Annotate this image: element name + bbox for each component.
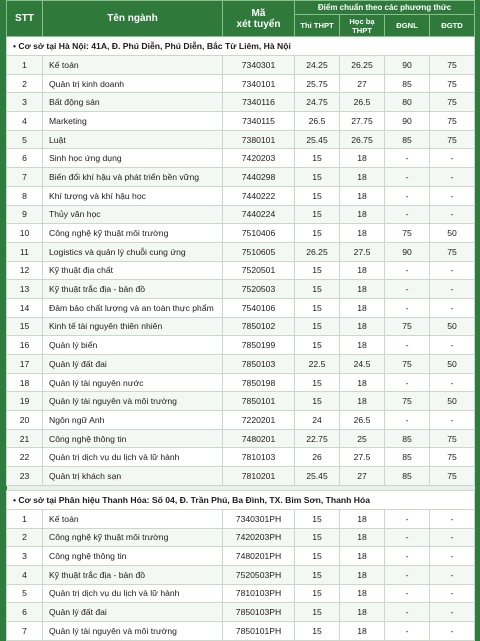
cell-stt: 3: [7, 547, 43, 566]
cell-s2: 25: [340, 429, 385, 448]
cell-s4: -: [430, 603, 475, 622]
cell-s4: 50: [430, 224, 475, 243]
cell-s4: -: [430, 280, 475, 299]
cell-code: 7850102: [223, 317, 295, 336]
cell-s3: 90: [385, 242, 430, 261]
cell-s4: -: [430, 261, 475, 280]
cell-s3: 90: [385, 112, 430, 131]
cell-s3: -: [385, 205, 430, 224]
cell-name: Công nghệ thông tin: [43, 429, 223, 448]
cell-s4: 75: [430, 130, 475, 149]
cell-s2: 26.75: [340, 130, 385, 149]
cell-s1: 15: [295, 149, 340, 168]
cell-stt: 16: [7, 336, 43, 355]
cell-s4: -: [430, 411, 475, 430]
cell-stt: 19: [7, 392, 43, 411]
cell-code: 7850198: [223, 373, 295, 392]
cell-s3: 85: [385, 429, 430, 448]
cell-code: 7850101: [223, 392, 295, 411]
cell-s1: 15: [295, 298, 340, 317]
cell-s2: 18: [340, 317, 385, 336]
cell-s1: 26: [295, 448, 340, 467]
cell-s1: 25.45: [295, 130, 340, 149]
cell-s3: -: [385, 298, 430, 317]
cell-s1: 15: [295, 205, 340, 224]
bullet-icon: •: [13, 494, 19, 505]
cell-s3: -: [385, 528, 430, 547]
cell-s3: -: [385, 373, 430, 392]
table-row: [7, 205, 475, 224]
table-row: [7, 373, 475, 392]
cell-stt: 20: [7, 411, 43, 430]
cell-s1: 24: [295, 411, 340, 430]
cell-code: 7520503: [223, 280, 295, 299]
cell-s2: 18: [340, 584, 385, 603]
cell-name: Kỹ thuật địa chất: [43, 261, 223, 280]
cell-s2: 27: [340, 74, 385, 93]
bullet-icon: •: [13, 41, 19, 51]
cell-stt: 12: [7, 261, 43, 280]
cell-code: 7810103PH: [223, 584, 295, 603]
cell-s3: -: [385, 168, 430, 187]
cell-s4: 50: [430, 317, 475, 336]
cell-code: 7510605: [223, 242, 295, 261]
cell-s4: -: [430, 373, 475, 392]
cell-name: Khí tượng và khí hậu học: [43, 186, 223, 205]
cell-stt: 1: [7, 509, 43, 528]
cell-s1: 15: [295, 280, 340, 299]
cell-code: 7220201: [223, 411, 295, 430]
cell-name: Quản lý tài nguyên nước: [43, 373, 223, 392]
table-row: [7, 467, 475, 486]
table-row: [7, 621, 475, 640]
cell-code: 7440222: [223, 186, 295, 205]
cell-s3: -: [385, 186, 430, 205]
cell-s3: 75: [385, 317, 430, 336]
cell-stt: 9: [7, 205, 43, 224]
cell-code: 7420203: [223, 149, 295, 168]
cell-code: 7510406: [223, 224, 295, 243]
cell-code: 7850101PH: [223, 621, 295, 640]
cell-s1: 24.75: [295, 93, 340, 112]
cell-s4: -: [430, 528, 475, 547]
cell-s4: -: [430, 336, 475, 355]
cell-name: Quản lý đất đai: [43, 355, 223, 374]
cell-s4: -: [430, 168, 475, 187]
admission-scores-table: [6, 0, 475, 641]
cell-code: 7810103: [223, 448, 295, 467]
table-row: [7, 448, 475, 467]
cell-name: Quản trị dịch vụ du lịch và lữ hành: [43, 584, 223, 603]
cell-s1: 15: [295, 336, 340, 355]
cell-name: Kỹ thuật trắc địa - bản đồ: [43, 280, 223, 299]
table-row: [7, 149, 475, 168]
cell-stt: 11: [7, 242, 43, 261]
cell-s3: 85: [385, 130, 430, 149]
cell-s1: 24.25: [295, 56, 340, 75]
cell-name: Kế toán: [43, 56, 223, 75]
cell-code: 7340115: [223, 112, 295, 131]
cell-stt: 15: [7, 317, 43, 336]
cell-s4: 75: [430, 467, 475, 486]
section-title-text: Cơ sở tại Hà Nội: 41A, Đ. Phú Diễn, Phú Diễn, Bắc Từ Liêm, Hà Nội: [18, 41, 291, 51]
cell-name: Công nghệ kỹ thuật môi trường: [43, 224, 223, 243]
cell-s3: -: [385, 280, 430, 299]
cell-s3: -: [385, 411, 430, 430]
cell-s1: 15: [295, 509, 340, 528]
cell-name: Quản trị kinh doanh: [43, 74, 223, 93]
cell-name: Quản trị khách sạn: [43, 467, 223, 486]
header-method-dgnl: ĐGNL: [385, 15, 430, 37]
cell-name: Công nghệ thông tin: [43, 547, 223, 566]
cell-s1: 25.75: [295, 74, 340, 93]
cell-stt: 22: [7, 448, 43, 467]
cell-name: Công nghệ kỹ thuật môi trường: [43, 528, 223, 547]
cell-stt: 6: [7, 603, 43, 622]
cell-code: 7850103PH: [223, 603, 295, 622]
cell-stt: 10: [7, 224, 43, 243]
cell-s3: -: [385, 584, 430, 603]
cell-code: 7340101: [223, 74, 295, 93]
cell-s4: -: [430, 205, 475, 224]
cell-stt: 18: [7, 373, 43, 392]
table-row: [7, 56, 475, 75]
cell-name: Thủy văn học: [43, 205, 223, 224]
cell-s2: 18: [340, 565, 385, 584]
cell-name: Quản lý đất đai: [43, 603, 223, 622]
cell-s1: 22.75: [295, 429, 340, 448]
cell-s2: 18: [340, 186, 385, 205]
cell-s3: 85: [385, 467, 430, 486]
cell-name: Kinh tế tài nguyên thiên nhiên: [43, 317, 223, 336]
cell-s3: -: [385, 149, 430, 168]
cell-s4: 75: [430, 242, 475, 261]
cell-stt: 2: [7, 528, 43, 547]
cell-code: 7810201: [223, 467, 295, 486]
cell-s4: -: [430, 149, 475, 168]
cell-s2: 27.5: [340, 242, 385, 261]
cell-s4: 50: [430, 392, 475, 411]
cell-name: Quản lý biển: [43, 336, 223, 355]
cell-code: 7340116: [223, 93, 295, 112]
table-row: [7, 298, 475, 317]
table-row: [7, 565, 475, 584]
campus-section-title: [7, 490, 475, 509]
cell-s2: 18: [340, 205, 385, 224]
cell-s2: 18: [340, 224, 385, 243]
cell-s3: 75: [385, 224, 430, 243]
cell-s4: 75: [430, 56, 475, 75]
cell-s2: 18: [340, 509, 385, 528]
cell-s2: 26.25: [340, 56, 385, 75]
campus-section-header: [7, 37, 475, 56]
header-code-line1: Mã: [251, 7, 266, 19]
cell-s2: 24.5: [340, 355, 385, 374]
cell-s1: 15: [295, 373, 340, 392]
cell-code: 7480201: [223, 429, 295, 448]
cell-code: 7420203PH: [223, 528, 295, 547]
cell-stt: 14: [7, 298, 43, 317]
cell-s1: 26.5: [295, 112, 340, 131]
cell-s1: 15: [295, 528, 340, 547]
cell-name: Ngôn ngữ Anh: [43, 411, 223, 430]
cell-code: 7340301: [223, 56, 295, 75]
cell-code: 7340301PH: [223, 509, 295, 528]
cell-name: Đảm bảo chất lượng và an toàn thực phẩm: [43, 298, 223, 317]
cell-s2: 18: [340, 528, 385, 547]
cell-s3: 80: [385, 93, 430, 112]
cell-s3: -: [385, 603, 430, 622]
cell-s2: 27.5: [340, 448, 385, 467]
cell-s1: 15: [295, 168, 340, 187]
cell-code: 7480201PH: [223, 547, 295, 566]
cell-name: Marketing: [43, 112, 223, 131]
cell-s1: 15: [295, 603, 340, 622]
cell-s4: 50: [430, 355, 475, 374]
cell-s4: -: [430, 547, 475, 566]
cell-name: Biến đổi khí hậu và phát triển bền vững: [43, 168, 223, 187]
cell-s1: 15: [295, 261, 340, 280]
table-row: [7, 355, 475, 374]
cell-s4: -: [430, 298, 475, 317]
table-header: [7, 1, 475, 37]
table-row: [7, 336, 475, 355]
cell-stt: 2: [7, 74, 43, 93]
admission-scores-sheet: [6, 0, 474, 636]
table-row: [7, 242, 475, 261]
cell-s3: -: [385, 261, 430, 280]
cell-stt: 5: [7, 584, 43, 603]
table-row: [7, 584, 475, 603]
cell-name: Kế toán: [43, 509, 223, 528]
table-row: [7, 603, 475, 622]
cell-s4: -: [430, 621, 475, 640]
cell-s3: -: [385, 565, 430, 584]
header-stt: STT: [7, 1, 43, 37]
cell-name: Kỹ thuật trắc địa - bản đồ: [43, 565, 223, 584]
cell-code: 7850103: [223, 355, 295, 374]
cell-s3: -: [385, 621, 430, 640]
cell-s3: -: [385, 336, 430, 355]
cell-code: 7850199: [223, 336, 295, 355]
cell-s2: 26.5: [340, 93, 385, 112]
cell-s1: 22.5: [295, 355, 340, 374]
cell-stt: 1: [7, 56, 43, 75]
cell-code: 7440224: [223, 205, 295, 224]
cell-s4: -: [430, 186, 475, 205]
cell-s1: 15: [295, 621, 340, 640]
cell-s2: 27.75: [340, 112, 385, 131]
cell-stt: 4: [7, 112, 43, 131]
cell-stt: 8: [7, 186, 43, 205]
cell-s2: 18: [340, 547, 385, 566]
cell-stt: 6: [7, 149, 43, 168]
cell-s4: 75: [430, 74, 475, 93]
cell-s4: 75: [430, 93, 475, 112]
cell-s2: 18: [340, 336, 385, 355]
cell-name: Quản trị dịch vụ du lịch và lữ hành: [43, 448, 223, 467]
table-row: [7, 261, 475, 280]
table-row: [7, 547, 475, 566]
table-row: [7, 93, 475, 112]
table-row: [7, 224, 475, 243]
campus-section-title: [7, 37, 475, 56]
cell-s4: -: [430, 509, 475, 528]
cell-stt: 7: [7, 168, 43, 187]
cell-stt: 17: [7, 355, 43, 374]
table-row: [7, 280, 475, 299]
cell-s2: 18: [340, 373, 385, 392]
cell-s1: 25.45: [295, 467, 340, 486]
table-row: [7, 528, 475, 547]
table-row: [7, 168, 475, 187]
cell-stt: 13: [7, 280, 43, 299]
header-s2-line2: THPT: [352, 25, 372, 35]
cell-s4: 75: [430, 112, 475, 131]
cell-s1: 15: [295, 224, 340, 243]
cell-s1: 15: [295, 547, 340, 566]
cell-name: Sinh học ứng dụng: [43, 149, 223, 168]
cell-stt: 3: [7, 93, 43, 112]
cell-stt: 7: [7, 621, 43, 640]
cell-stt: 5: [7, 130, 43, 149]
cell-s3: -: [385, 547, 430, 566]
table-row: [7, 130, 475, 149]
cell-s3: 75: [385, 392, 430, 411]
header-major-code: [223, 1, 295, 37]
table-row: [7, 317, 475, 336]
table-row: [7, 74, 475, 93]
cell-s3: 85: [385, 74, 430, 93]
table-row: [7, 392, 475, 411]
header-code-line2: xét tuyển: [236, 18, 281, 30]
cell-s1: 15: [295, 565, 340, 584]
cell-s3: 85: [385, 448, 430, 467]
cell-s4: 75: [430, 429, 475, 448]
cell-s1: 15: [295, 186, 340, 205]
cell-s3: 75: [385, 355, 430, 374]
header-s2-line1: Học bạ: [349, 16, 375, 26]
cell-s4: -: [430, 565, 475, 584]
cell-name: Bất động sản: [43, 93, 223, 112]
cell-s4: 75: [430, 448, 475, 467]
table-row: [7, 429, 475, 448]
cell-name: Luật: [43, 130, 223, 149]
cell-code: 7520503PH: [223, 565, 295, 584]
table-body: [7, 37, 475, 641]
cell-s2: 18: [340, 621, 385, 640]
cell-s2: 18: [340, 149, 385, 168]
cell-s2: 26.5: [340, 411, 385, 430]
cell-s3: 90: [385, 56, 430, 75]
cell-code: 7380101: [223, 130, 295, 149]
cell-s1: 15: [295, 392, 340, 411]
header-score-methods: Điểm chuẩn theo các phương thức: [295, 1, 475, 15]
header-method-dgtd: ĐGTD: [430, 15, 475, 37]
table-row: [7, 186, 475, 205]
cell-s2: 18: [340, 280, 385, 299]
section-title-text: Cơ sở tại Phân hiệu Thanh Hóa: Số 04, Đ. Trần Phú, Ba Đình, TX. Bỉm Sơn, Thanh Hóa: [18, 494, 371, 505]
cell-s2: 18: [340, 392, 385, 411]
cell-s2: 18: [340, 261, 385, 280]
cell-name: Quản lý tài nguyên và môi trường: [43, 392, 223, 411]
cell-s2: 18: [340, 168, 385, 187]
cell-stt: 21: [7, 429, 43, 448]
cell-s1: 15: [295, 317, 340, 336]
cell-s2: 18: [340, 603, 385, 622]
cell-code: 7540106: [223, 298, 295, 317]
header-method-transcript: [340, 15, 385, 37]
cell-name: Quản lý tài nguyên và môi trường: [43, 621, 223, 640]
campus-section-header: [7, 490, 475, 509]
cell-name: Logistics và quản lý chuỗi cung ứng: [43, 242, 223, 261]
cell-s1: 15: [295, 584, 340, 603]
cell-code: 7440298: [223, 168, 295, 187]
cell-s1: 26.25: [295, 242, 340, 261]
table-row: [7, 509, 475, 528]
cell-s3: -: [385, 509, 430, 528]
cell-stt: 23: [7, 467, 43, 486]
cell-s2: 18: [340, 298, 385, 317]
cell-code: 7520501: [223, 261, 295, 280]
cell-s2: 27: [340, 467, 385, 486]
cell-s4: -: [430, 584, 475, 603]
header-method-thpt-exam: Thi THPT: [295, 15, 340, 37]
table-row: [7, 112, 475, 131]
cell-stt: 4: [7, 565, 43, 584]
header-major-name: Tên ngành: [43, 1, 223, 37]
table-row: [7, 411, 475, 430]
